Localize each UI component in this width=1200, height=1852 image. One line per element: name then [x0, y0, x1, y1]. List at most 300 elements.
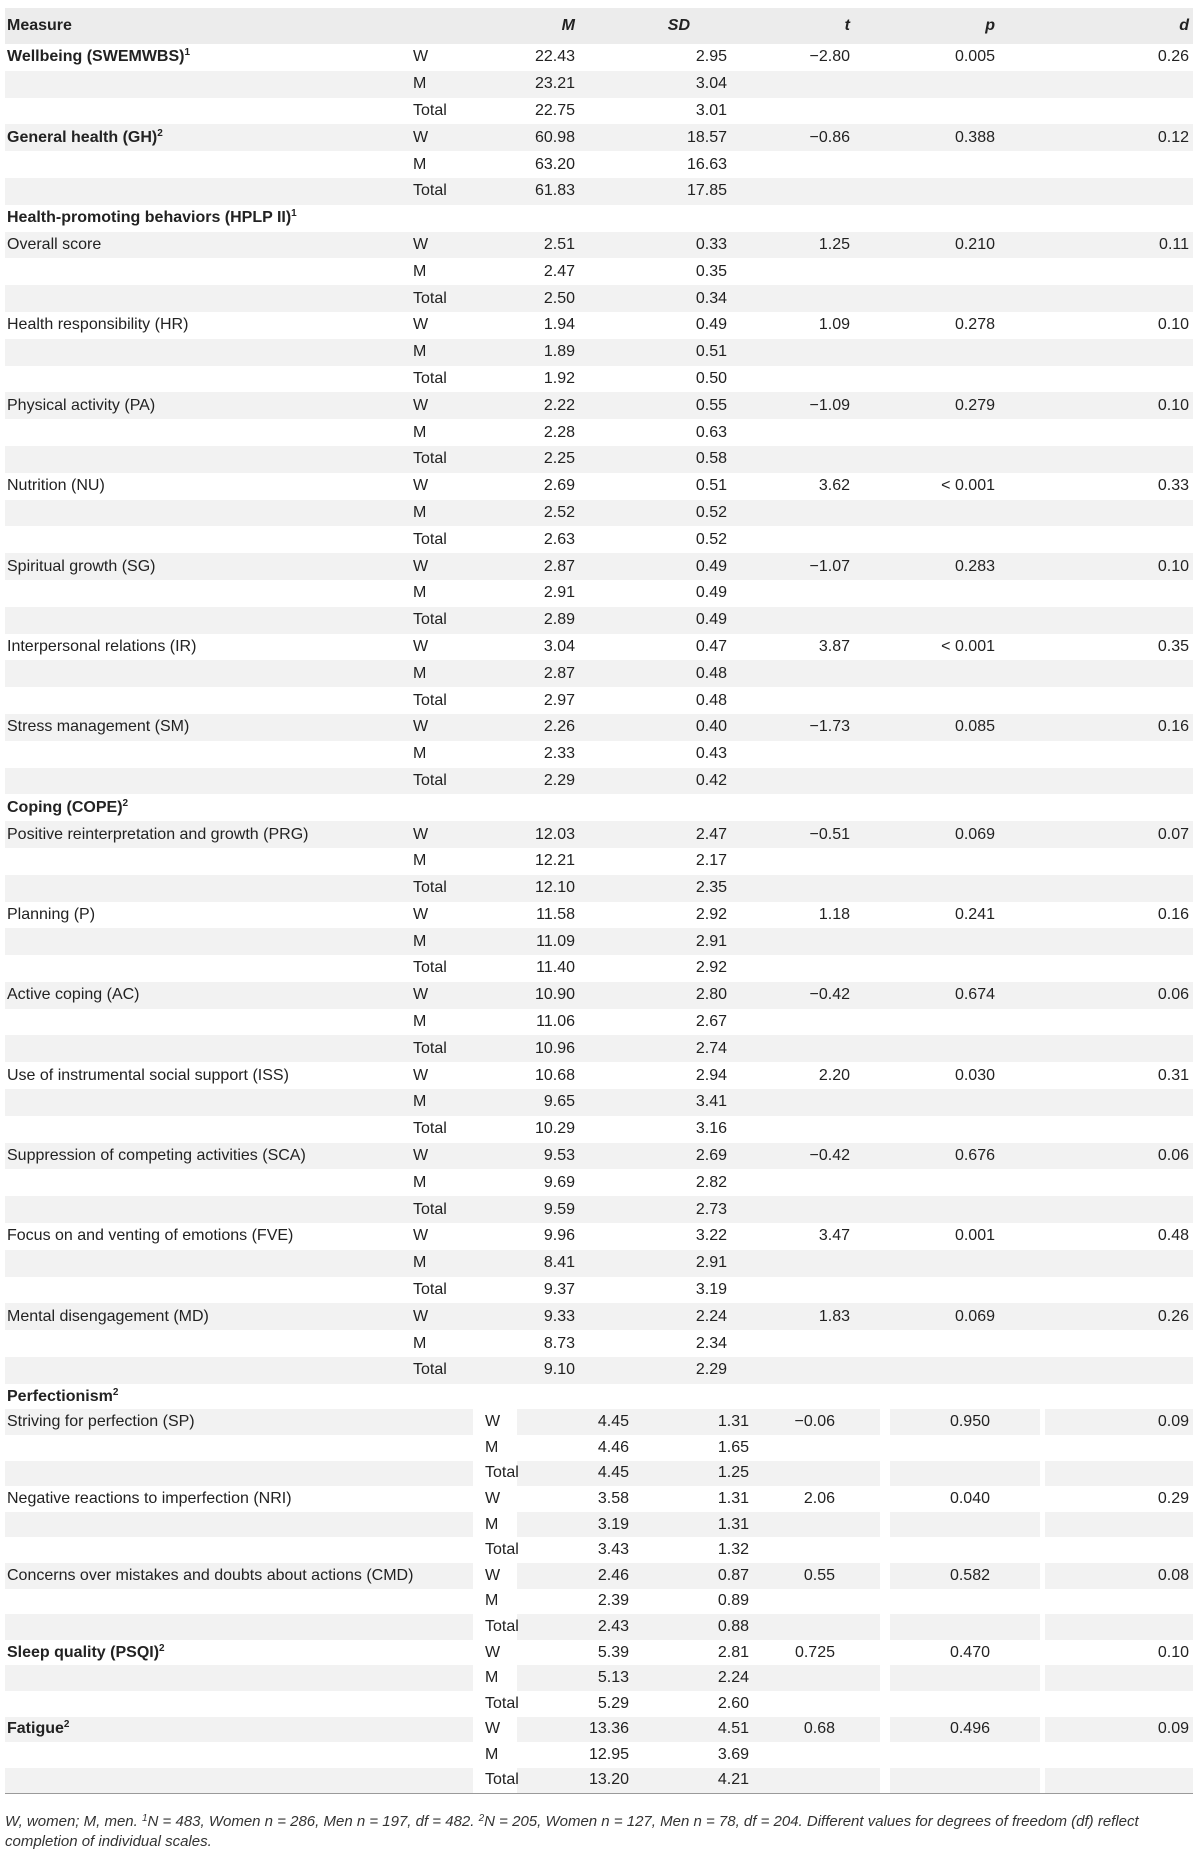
group-cell: M — [485, 1438, 499, 1456]
d-cell: 0.07 — [1157, 825, 1189, 843]
measure-label-empty — [5, 151, 413, 178]
d-cell — [1045, 1461, 1193, 1487]
mean-cell: 2.33 — [543, 745, 575, 763]
group-cell: M — [413, 1334, 427, 1352]
sd-cell: 3.16 — [695, 1120, 727, 1138]
mean-cell: 2.29 — [543, 771, 575, 789]
sd-cell: 3.22 — [695, 1227, 727, 1245]
group-cell: Total — [413, 959, 447, 977]
group-cell: Total — [413, 691, 447, 709]
table-row — [5, 1089, 1193, 1116]
table-row — [5, 928, 1193, 955]
t-cell: −0.86 — [809, 128, 850, 146]
sd-cell: 0.49 — [695, 584, 727, 602]
p-cell — [890, 1589, 1040, 1615]
sd-cell: 17.85 — [686, 182, 727, 200]
t-cell — [745, 366, 895, 393]
p-cell: 0.210 — [954, 235, 995, 253]
group-cell: Total — [413, 450, 447, 468]
mean-cell: 13.20 — [517, 1768, 629, 1794]
d-cell — [1045, 1537, 1193, 1563]
d-cell — [1045, 526, 1193, 553]
mean-cell: 12.03 — [534, 825, 575, 843]
d-cell: 0.09 — [1157, 1413, 1189, 1431]
d-cell — [1045, 1089, 1193, 1116]
table-row — [5, 875, 1193, 902]
t-cell — [730, 1768, 880, 1794]
section-title: Wellbeing (SWEMWBS)$^1$ — [7, 47, 191, 66]
sd-cell: 0.58 — [695, 450, 727, 468]
table-row — [5, 1009, 1193, 1036]
d-cell: 0.10 — [1157, 396, 1189, 414]
mean-cell: 2.25 — [543, 450, 575, 468]
p-cell — [895, 1009, 1045, 1036]
t-cell — [745, 687, 895, 714]
t-cell: 0.725 — [794, 1643, 835, 1661]
group-cell: W — [413, 316, 429, 334]
measure-label: Active coping (AC) — [7, 986, 140, 1004]
measure-label: Planning (P) — [7, 905, 96, 923]
sd-cell: 0.35 — [695, 262, 727, 280]
d-cell — [1045, 1691, 1193, 1717]
table-row — [5, 1062, 1193, 1089]
table-row — [5, 1223, 1193, 1250]
mean-cell: 63.20 — [534, 155, 575, 173]
mean-cell: 2.69 — [543, 477, 575, 495]
t-cell — [745, 1357, 895, 1384]
table-row — [5, 124, 1193, 151]
footnote-marker: 2 — [122, 797, 129, 809]
mean-cell: 9.37 — [543, 1281, 575, 1299]
group-cell: Total — [413, 1120, 447, 1138]
measure-label: Spiritual growth (SG) — [7, 557, 156, 575]
sd-cell: 18.57 — [686, 128, 727, 146]
mean-cell: 1.94 — [543, 316, 575, 334]
measure-label-empty — [5, 1035, 413, 1062]
group-cell: Total — [413, 1039, 447, 1057]
mean-cell: 10.29 — [534, 1120, 575, 1138]
header-t: t — [844, 17, 850, 34]
sd-cell: 3.69 — [717, 1745, 749, 1763]
p-cell: 0.069 — [954, 825, 995, 843]
d-cell: 0.06 — [1157, 1147, 1189, 1165]
header-d: d — [1179, 17, 1189, 34]
p-cell — [895, 366, 1045, 393]
t-cell — [745, 741, 895, 768]
table-row — [5, 1768, 1193, 1794]
d-cell — [1045, 178, 1193, 205]
section-title: Health-promoting behaviors (HPLP II)$^1$ — [7, 208, 297, 227]
sd-cell: 2.80 — [695, 986, 727, 1004]
table-row — [5, 902, 1193, 929]
t-cell — [730, 1435, 880, 1461]
d-cell — [1045, 1009, 1193, 1036]
d-cell: 0.09 — [1157, 1720, 1189, 1738]
mean-cell: 4.45 — [597, 1464, 629, 1482]
table-row — [5, 1512, 1193, 1538]
table-row — [5, 1303, 1193, 1330]
group-cell: M — [485, 1515, 499, 1533]
p-cell: 0.283 — [954, 557, 995, 575]
measure-label-empty — [5, 1250, 413, 1277]
sd-cell: 0.34 — [695, 289, 727, 307]
p-cell — [895, 1250, 1045, 1277]
t-cell: 3.47 — [818, 1227, 850, 1245]
section-title: Fatigue$^2$ — [7, 1719, 70, 1738]
mean-cell: 5.13 — [597, 1669, 629, 1687]
table-row — [5, 848, 1193, 875]
section-header-row — [5, 205, 1193, 232]
measure-label-empty — [5, 875, 413, 902]
sd-cell: 2.91 — [695, 1254, 727, 1272]
p-cell: 0.030 — [954, 1066, 995, 1084]
measure-label: Use of instrumental social support (ISS) — [7, 1066, 289, 1084]
table-row — [5, 660, 1193, 687]
table-row — [5, 741, 1193, 768]
p-cell — [890, 1435, 1040, 1461]
measure-label-empty — [5, 178, 413, 205]
p-cell — [890, 1461, 1040, 1487]
p-cell: 0.496 — [949, 1720, 990, 1738]
mean-cell: 2.52 — [543, 503, 575, 521]
t-cell — [745, 500, 895, 527]
p-cell — [895, 848, 1045, 875]
t-cell — [745, 928, 895, 955]
measure-label-empty — [5, 526, 413, 553]
sd-cell: 2.69 — [695, 1147, 727, 1165]
group-cell: W — [413, 1227, 429, 1245]
table-row — [5, 1143, 1193, 1170]
sd-cell: 2.74 — [695, 1039, 727, 1057]
sd-cell: 0.49 — [695, 557, 727, 575]
table-row — [5, 178, 1193, 205]
d-cell — [1045, 955, 1193, 982]
measure-label-empty — [5, 419, 413, 446]
sd-cell: 2.81 — [717, 1643, 749, 1661]
header-measure: Measure — [7, 17, 72, 34]
t-cell: −0.42 — [809, 986, 850, 1004]
footnote-marker: 1 — [291, 208, 297, 220]
group-cell: Total — [413, 369, 447, 387]
d-cell — [1045, 1614, 1193, 1640]
header-row — [5, 8, 1193, 44]
table-row — [5, 1250, 1193, 1277]
measure-label-empty — [5, 1357, 413, 1384]
measure-label-empty — [5, 848, 413, 875]
t-cell — [745, 660, 895, 687]
sd-cell: 1.31 — [717, 1515, 749, 1533]
group-cell: M — [413, 1013, 427, 1031]
sd-cell: 2.67 — [695, 1013, 727, 1031]
group-cell: W — [413, 1147, 429, 1165]
footnote-text: N = 205, Women n = 127, Men n = 78, df = 204. Different values for degrees of freedom (df) reflect completion of individual scales. — [5, 1813, 1139, 1850]
group-cell: W — [485, 1490, 501, 1508]
mean-cell: 10.96 — [534, 1039, 575, 1057]
group-cell: W — [485, 1720, 501, 1738]
measure-label-empty — [5, 1768, 413, 1794]
group-cell: M — [413, 423, 427, 441]
table-row — [5, 366, 1193, 393]
p-cell: 0.279 — [954, 396, 995, 414]
group-cell: M — [413, 75, 427, 93]
p-cell — [895, 285, 1045, 312]
sd-cell: 2.29 — [695, 1361, 727, 1379]
d-cell — [1045, 1665, 1193, 1691]
measure-label: Positive reinterpretation and growth (PRG) — [7, 825, 309, 843]
header-sd: SD — [667, 17, 690, 34]
t-cell: −0.06 — [794, 1413, 835, 1431]
t-cell: 2.20 — [818, 1066, 850, 1084]
d-cell: 0.35 — [1157, 637, 1189, 655]
d-cell — [1045, 1035, 1193, 1062]
measure-label-empty — [5, 1614, 413, 1640]
t-cell: −2.80 — [809, 48, 850, 66]
table-row — [5, 553, 1193, 580]
table-row — [5, 1563, 1193, 1589]
measure-label-empty — [5, 580, 413, 607]
p-cell: 0.950 — [949, 1413, 990, 1431]
mean-cell: 9.96 — [543, 1227, 575, 1245]
mean-cell: 11.40 — [536, 959, 575, 977]
p-cell — [895, 687, 1045, 714]
measure-label: Physical activity (PA) — [7, 396, 156, 414]
sd-cell: 1.32 — [717, 1541, 749, 1559]
sd-cell: 2.95 — [695, 48, 727, 66]
t-cell: 1.83 — [818, 1307, 850, 1325]
p-cell — [890, 1665, 1040, 1691]
measure-label: Stress management (SM) — [7, 718, 190, 736]
table-row — [5, 446, 1193, 473]
table-row — [5, 1665, 1193, 1691]
measure-label-empty — [5, 1665, 413, 1691]
mean-cell: 2.97 — [543, 691, 575, 709]
d-cell — [1045, 1512, 1193, 1538]
sd-cell: 0.48 — [695, 664, 727, 682]
p-cell — [890, 1742, 1040, 1768]
measure-label-empty — [5, 1691, 413, 1717]
sd-cell: 0.51 — [695, 343, 727, 361]
measure-label-empty — [5, 1330, 413, 1357]
mean-cell: 11.09 — [536, 932, 575, 950]
d-cell: 0.26 — [1157, 48, 1189, 66]
group-cell: W — [413, 477, 429, 495]
table-row — [5, 634, 1193, 661]
mean-cell: 9.65 — [543, 1093, 575, 1111]
d-cell: 0.26 — [1157, 1307, 1189, 1325]
measure-label: Negative reactions to imperfection (NRI) — [7, 1490, 292, 1508]
sd-cell: 0.88 — [717, 1617, 749, 1635]
d-cell: 0.16 — [1157, 718, 1189, 736]
d-cell — [1045, 151, 1193, 178]
t-cell — [730, 1691, 880, 1717]
t-cell — [745, 1196, 895, 1223]
p-cell: 0.069 — [954, 1307, 995, 1325]
table-row — [5, 768, 1193, 795]
section-header-row — [5, 794, 1193, 821]
mean-cell: 5.39 — [597, 1643, 629, 1661]
p-cell — [895, 526, 1045, 553]
sd-cell: 0.51 — [695, 477, 727, 495]
d-cell — [1045, 366, 1193, 393]
mean-cell: 2.51 — [543, 235, 575, 253]
group-cell: M — [413, 745, 427, 763]
mean-cell: 2.26 — [543, 718, 575, 736]
d-cell: 0.16 — [1157, 905, 1189, 923]
d-cell — [1045, 258, 1193, 285]
sd-cell: 3.01 — [695, 101, 727, 119]
t-cell — [745, 1009, 895, 1036]
t-cell — [745, 98, 895, 125]
table-row — [5, 1277, 1193, 1304]
group-cell: M — [413, 155, 427, 173]
header-p: p — [985, 17, 995, 34]
p-cell — [895, 98, 1045, 125]
p-cell — [895, 580, 1045, 607]
measure-label: Nutrition (NU) — [7, 477, 105, 495]
t-cell — [745, 607, 895, 634]
mean-cell: 9.69 — [543, 1173, 575, 1191]
table-row — [5, 955, 1193, 982]
mean-cell: 5.29 — [597, 1694, 629, 1712]
measure-label: Overall score — [7, 235, 102, 253]
p-cell: < 0.001 — [941, 637, 995, 655]
d-cell — [1045, 1768, 1193, 1794]
measure-label-empty — [5, 1169, 413, 1196]
group-cell: W — [485, 1566, 501, 1584]
sd-cell: 2.91 — [695, 932, 727, 950]
group-cell: M — [413, 1173, 427, 1191]
measure-label-empty — [5, 1277, 413, 1304]
p-cell: 0.040 — [949, 1490, 990, 1508]
p-cell — [895, 500, 1045, 527]
t-cell — [745, 258, 895, 285]
p-cell — [895, 339, 1045, 366]
mean-cell: 2.63 — [543, 530, 575, 548]
table-row — [5, 1691, 1193, 1717]
p-cell — [895, 258, 1045, 285]
sd-cell: 4.51 — [717, 1720, 749, 1738]
measure-label-empty — [5, 955, 413, 982]
group-cell: M — [413, 1093, 427, 1111]
d-cell: 0.08 — [1157, 1566, 1189, 1584]
table-row — [5, 687, 1193, 714]
group-cell: W — [413, 825, 429, 843]
table-row — [5, 1116, 1193, 1143]
mean-cell: 23.21 — [534, 75, 575, 93]
table-row — [5, 151, 1193, 178]
table-row — [5, 1717, 1193, 1743]
group-cell: W — [413, 128, 429, 146]
group-cell: Total — [413, 1200, 447, 1218]
sd-cell: 3.04 — [695, 75, 727, 93]
table-row — [5, 44, 1193, 71]
measure-label-empty — [5, 660, 413, 687]
t-cell — [745, 1089, 895, 1116]
table-row — [5, 71, 1193, 98]
table-row — [5, 821, 1193, 848]
p-cell — [895, 1277, 1045, 1304]
d-cell — [1045, 848, 1193, 875]
t-cell — [745, 955, 895, 982]
mean-cell: 2.89 — [543, 611, 575, 629]
mean-cell: 11.58 — [536, 905, 575, 923]
measure-label-empty — [5, 768, 413, 795]
measure-label-empty — [5, 1537, 413, 1563]
table-body — [5, 44, 1193, 1793]
mean-cell: 13.36 — [588, 1720, 629, 1738]
mean-cell: 1.89 — [543, 343, 575, 361]
t-cell — [730, 1537, 880, 1563]
t-cell — [745, 1116, 895, 1143]
header-group — [413, 8, 473, 44]
mean-cell: 12.95 — [588, 1745, 629, 1763]
p-cell: 0.005 — [954, 48, 995, 66]
group-cell: W — [413, 905, 429, 923]
t-cell: −0.42 — [809, 1147, 850, 1165]
p-cell — [895, 1196, 1045, 1223]
t-cell — [745, 848, 895, 875]
table-row — [5, 419, 1193, 446]
d-cell — [1045, 1116, 1193, 1143]
measure-label: Health responsibility (HR) — [7, 316, 189, 334]
p-cell — [890, 1691, 1040, 1717]
group-cell: Total — [413, 611, 447, 629]
group-cell: M — [413, 262, 427, 280]
mean-cell: 2.28 — [543, 423, 575, 441]
table-row — [5, 526, 1193, 553]
table-row — [5, 607, 1193, 634]
mean-cell: 9.33 — [543, 1307, 575, 1325]
sd-cell: 2.34 — [695, 1334, 727, 1352]
d-cell — [1045, 98, 1193, 125]
mean-cell: 9.10 — [543, 1361, 575, 1379]
group-cell: M — [413, 343, 427, 361]
sd-cell: 1.25 — [717, 1464, 749, 1482]
table-row — [5, 1357, 1193, 1384]
d-cell — [1045, 580, 1193, 607]
d-cell — [1045, 741, 1193, 768]
table-row — [5, 1614, 1193, 1640]
p-cell — [895, 1035, 1045, 1062]
group-cell: W — [413, 1307, 429, 1325]
mean-cell: 2.50 — [543, 289, 575, 307]
sd-cell: 1.31 — [717, 1490, 749, 1508]
table-row — [5, 1435, 1193, 1461]
d-cell: 0.29 — [1157, 1490, 1189, 1508]
d-cell — [1045, 875, 1193, 902]
mean-cell: 8.73 — [543, 1334, 575, 1352]
sd-cell: 0.63 — [695, 423, 727, 441]
t-cell — [745, 1250, 895, 1277]
t-cell — [745, 419, 895, 446]
t-cell — [730, 1589, 880, 1615]
group-cell: M — [413, 584, 427, 602]
group-cell: M — [485, 1669, 499, 1687]
d-cell — [1045, 285, 1193, 312]
p-cell — [895, 446, 1045, 473]
p-cell — [895, 741, 1045, 768]
table-row — [5, 580, 1193, 607]
p-cell — [895, 928, 1045, 955]
mean-cell: 3.19 — [597, 1515, 629, 1533]
group-cell: M — [413, 503, 427, 521]
t-cell: 3.62 — [818, 477, 850, 495]
table-row — [5, 500, 1193, 527]
mean-cell: 12.21 — [534, 852, 575, 870]
d-cell — [1045, 1169, 1193, 1196]
measure-label-empty — [5, 1512, 413, 1538]
group-cell: M — [413, 1254, 427, 1272]
